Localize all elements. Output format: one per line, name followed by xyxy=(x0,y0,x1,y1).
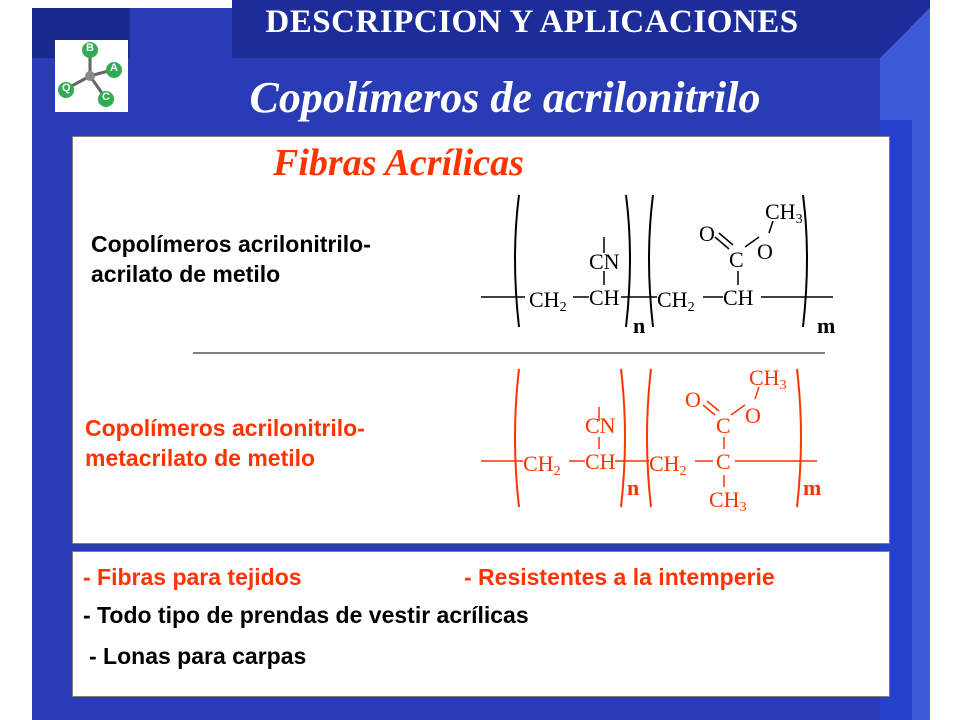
application-item: - Todo tipo de prendas de vestir acrílicas xyxy=(83,602,529,628)
logo-letter-a: A xyxy=(110,62,118,74)
content-panel xyxy=(72,136,890,544)
formula-1-ch-b: CH xyxy=(723,285,754,310)
formula-1-c: C xyxy=(729,247,744,272)
copolymer-1-label-line1: Copolímeros acrilonitrilo- xyxy=(91,231,371,257)
formula-1-o-single: O xyxy=(757,239,773,264)
logo-letter-b: B xyxy=(86,42,94,54)
applications-panel xyxy=(72,551,890,697)
formula-2-c-ester: C xyxy=(716,413,731,438)
copolymer-2-label-line1: Copolímeros acrilonitrilo- xyxy=(85,415,365,441)
copolymer-2-structure xyxy=(73,137,891,545)
formula-1-o-double: O xyxy=(699,221,715,246)
application-item: - Lonas para carpas xyxy=(89,643,307,669)
header-title: DESCRIPCION Y APLICACIONES xyxy=(265,4,799,40)
formula-2-ch3-top: $CH_3$ xyxy=(749,365,787,393)
formula-1-ch2-a: $CH_2$ xyxy=(529,287,567,315)
formula-2-c-main: C xyxy=(716,449,731,474)
logo-letter-c: C xyxy=(102,91,110,103)
formula-1-ch-a: CH xyxy=(589,285,620,310)
formula-1-cn: CN xyxy=(589,249,620,274)
formula-2-o-single: O xyxy=(745,403,761,428)
formula-2-o-double: O xyxy=(685,387,701,412)
section-heading: Fibras Acrílicas xyxy=(273,142,524,184)
logo-letter-q: Q xyxy=(62,82,71,94)
application-item: - Fibras para tejidos xyxy=(83,564,302,590)
copolymer-1-label-line2: acrilato de metilo xyxy=(91,261,281,287)
formula-2-ch3-bottom: $CH_3$ xyxy=(709,487,747,515)
formula-1-ch3: $CH_3$ xyxy=(765,199,803,227)
formula-2-cn: CN xyxy=(585,413,616,438)
formula-1-ch2-b: $CH_2$ xyxy=(657,287,695,315)
formula-2-ch-a: CH xyxy=(585,449,616,474)
formula-2-m: m xyxy=(803,475,822,500)
formula-1-m: m xyxy=(817,313,836,338)
formula-2-n: n xyxy=(627,475,640,500)
slide-title: Copolímeros de acrilonitrilo xyxy=(249,73,761,122)
formula-2-ch2-b: $CH_2$ xyxy=(649,451,687,479)
copolymer-2-label-line2: metacrilato de metilo xyxy=(85,445,316,471)
formula-2-ch2-a: $CH_2$ xyxy=(523,451,561,479)
formula-1-n: n xyxy=(633,313,646,338)
application-item: - Resistentes a la intemperie xyxy=(464,564,775,590)
